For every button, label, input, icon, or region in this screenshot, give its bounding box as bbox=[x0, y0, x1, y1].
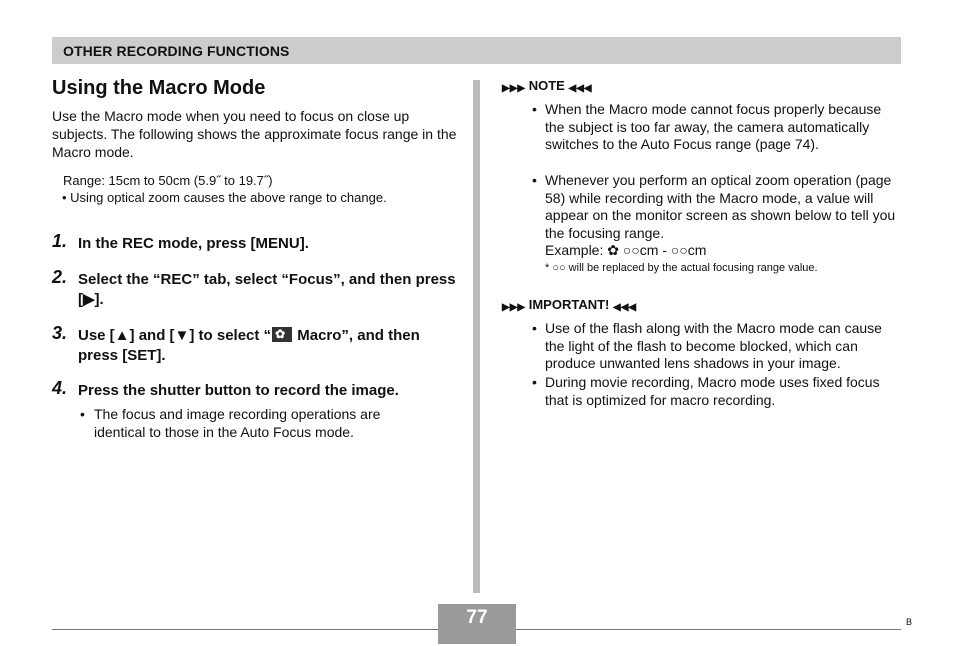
note-heading-text: NOTE bbox=[528, 78, 565, 93]
corner-mark: B bbox=[906, 617, 913, 627]
triangle-right-icon: ▶▶▶ bbox=[502, 83, 526, 94]
triangle-left-icon: ◀◀◀ bbox=[613, 302, 637, 313]
step-number: 4. bbox=[52, 378, 68, 398]
step-text: Select the “REC” tab, select “Focus”, and then press [▶]. bbox=[78, 271, 456, 308]
focus-range: Range: 15cm to 50cm (5.9˝ to 19.7˝) bbox=[63, 173, 273, 188]
note-heading bbox=[502, 78, 592, 97]
triangle-left-icon: ◀◀◀ bbox=[568, 83, 592, 94]
bullet: • bbox=[532, 172, 537, 188]
note-example-text: Example: ✿ ○○cm - ○○cm bbox=[545, 242, 707, 258]
note-item-text: Whenever you perform an optical zoom operation (page 58) while recording with the Macro mode, a value will appear on the monitor screen as shown below to tell you the focusing range. bbox=[545, 172, 896, 241]
header-title: OTHER RECORDING FUNCTIONS bbox=[63, 43, 290, 59]
note-item-text: When the Macro mode cannot focus properly because the subject is too far away, the camera automatically switches to the Auto Focus range (page 74). bbox=[545, 101, 882, 152]
section-title: Using the Macro Mode bbox=[52, 77, 266, 99]
step-note-text: The focus and image recording operations are identical to those in the Auto Focus mode. bbox=[94, 406, 381, 440]
macro-icon bbox=[272, 327, 292, 342]
intro-paragraph: Use the Macro mode when you need to focus on close up subjects. The following shows the approximate focus range in the Macro mode. bbox=[52, 108, 457, 160]
step-text-before: Use [▲] and [▼] to select “ bbox=[78, 327, 272, 344]
column-divider bbox=[473, 80, 480, 593]
step-number: 1. bbox=[52, 231, 68, 251]
step-text bbox=[78, 326, 458, 366]
important-heading bbox=[502, 297, 636, 316]
page-number-box bbox=[438, 604, 516, 644]
header-bar bbox=[52, 37, 901, 64]
important-item-text: During movie recording, Macro mode uses fixed focus that is optimized for macro recording. bbox=[545, 374, 880, 408]
footnote: * ○○ will be replaced by the actual focusing range value. bbox=[545, 262, 818, 274]
step-number: 3. bbox=[52, 323, 68, 343]
important-heading-text: IMPORTANT! bbox=[528, 297, 610, 312]
macro-icon-glyph: ✿ bbox=[275, 327, 286, 341]
step-text: In the REC mode, press [MENU]. bbox=[78, 235, 309, 252]
range-note: • Using optical zoom causes the above range to change. bbox=[62, 190, 387, 205]
page-number: 77 bbox=[466, 607, 488, 628]
step-number: 2. bbox=[52, 267, 68, 287]
step-text: Press the shutter button to record the image. bbox=[78, 382, 399, 399]
important-item-text: Use of the flash along with the Macro mode can cause the light of the flash to become blocked, which can produce unwanted lens shadows in your image. bbox=[545, 320, 882, 371]
step-text-after: Macro”, and then press [SET]. bbox=[78, 327, 420, 364]
bullet: • bbox=[532, 101, 537, 117]
bullet: • bbox=[532, 374, 537, 390]
triangle-right-icon: ▶▶▶ bbox=[502, 302, 526, 313]
bullet: • bbox=[532, 320, 537, 336]
bullet: • bbox=[80, 406, 85, 422]
